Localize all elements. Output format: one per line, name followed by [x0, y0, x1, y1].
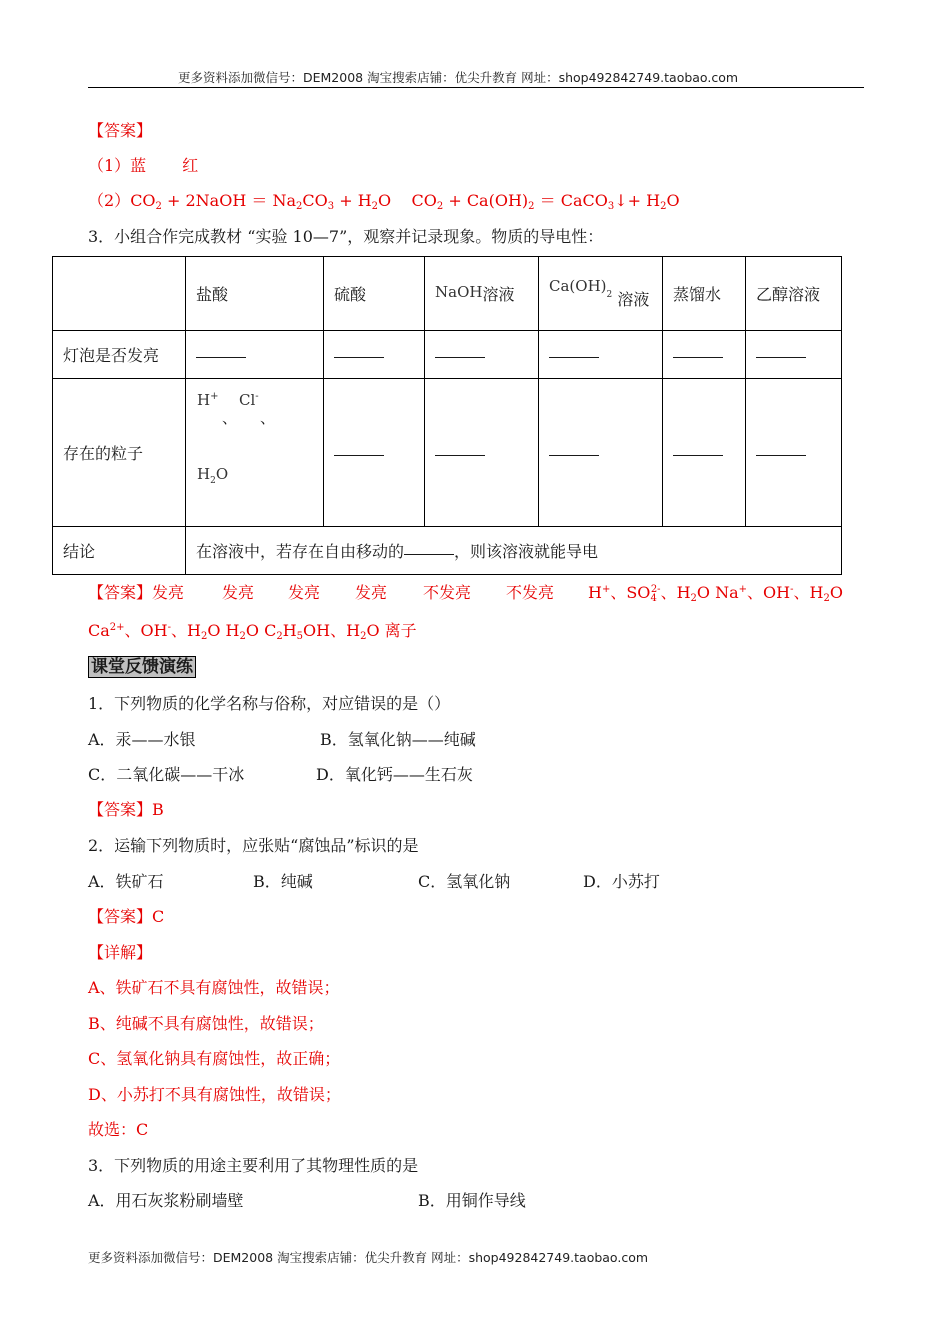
footer-text: 更多资料添加微信号：DEM2008 淘宝搜索店铺：优尖升教育 网址：shop492842749.taobao.com — [88, 1250, 649, 1265]
blank-cell — [324, 379, 425, 527]
blank-cell — [324, 331, 425, 379]
question-2: 2．运输下列物质时，应张贴“腐蚀品”标识的是 — [88, 836, 419, 855]
blank-cell — [186, 331, 324, 379]
q1-option-b: B．氢氧化钠——纯碱 — [320, 730, 476, 749]
q2-detail-label: 【详解】 — [88, 943, 153, 962]
section-title: 课堂反馈演练 — [88, 652, 196, 677]
blank-cell — [663, 379, 746, 527]
q2-answer: 【答案】C — [88, 907, 165, 926]
conclusion-cell: 在溶液中，若存在自由移动的 ，则该溶液就能导电 — [186, 527, 842, 575]
header-h2so4: 硫酸 — [324, 257, 425, 331]
header-naoh: NaOH溶液 — [425, 257, 539, 331]
answer-3-line-2: $Ca^{2+}$、OH-、$H_2O$ $H_2O$ $C_2H_5OH$、$H_2O$ 离子 — [88, 621, 417, 642]
blank-cell — [539, 379, 663, 527]
q3-option-a: A．用石灰浆粉刷墙壁 — [88, 1191, 244, 1210]
q2-detail-b: B、纯碱不具有腐蚀性，故错误； — [88, 1014, 324, 1033]
header-hcl: 盐酸 — [186, 257, 324, 331]
header-rule — [88, 87, 864, 88]
answer-red: 红 — [182, 156, 199, 175]
answer-line-1 — [88, 153, 198, 176]
question-3b: 3．下列物质的用途主要利用了其物理性质的是 — [88, 1156, 419, 1175]
answer-line-2: $(2)CO_2$ + 2NaOH ＝ $Na_2CO_3 + H_2O$ $CO_2 + Ca(OH)_2$ ＝ CaCO$_3$↓+ $H_2O$ — [88, 191, 680, 212]
blank-cell — [746, 331, 842, 379]
answer-label: 【答案】 — [88, 121, 153, 140]
question-1: 1．下列物质的化学名称与俗称，对应错误的是（） — [88, 694, 451, 713]
table-header-row — [53, 257, 842, 331]
q1-option-c: C．二氧化碳——干冰 — [88, 765, 245, 784]
table-row — [53, 527, 842, 575]
header-text: 更多资料添加微信号：DEM2008 淘宝搜索店铺：优尖升教育 网址：shop492842749.taobao.com — [178, 70, 739, 85]
q2-detail-c: C、氢氧化钠具有腐蚀性，故正确； — [88, 1049, 341, 1068]
q1-option-d: D．氧化钙——生石灰 — [316, 765, 473, 784]
header-water: 蒸馏水 — [663, 257, 746, 331]
q3-option-b: B．用铜作导线 — [418, 1191, 526, 1210]
q2-option-b: B．纯碱 — [253, 872, 313, 891]
blank-cell — [539, 331, 663, 379]
blank-cell — [425, 331, 539, 379]
q2-choose: 故选：C — [88, 1120, 149, 1139]
q2-option-a: A．铁矿石 — [88, 872, 164, 891]
answer-3-line-1: 【答案】发亮 发亮 发亮 发亮 不发亮 不发亮 H+、$SO_4^{2-}$、$H_2O$ Na+、OH-、$H_2O$ — [88, 583, 843, 604]
particles-hcl: H+ Cl- 、 、 $H_2O$ — [186, 379, 324, 527]
q2-option-c: C．氢氧化钠 — [418, 872, 511, 891]
q2-detail-a: A、铁矿石不具有腐蚀性，故错误； — [88, 978, 340, 997]
q2-detail-d: D、小苏打不具有腐蚀性，故错误； — [88, 1085, 341, 1104]
table-corner-cell — [53, 257, 186, 331]
conductivity-table — [52, 256, 842, 575]
row-label-conclusion: 结论 — [53, 527, 186, 575]
q1-option-a: A．汞——水银 — [88, 730, 196, 749]
table-row — [53, 331, 842, 379]
table-row — [53, 379, 842, 527]
header-ethanol: 乙醇溶液 — [746, 257, 842, 331]
answer-blue: （1）蓝 — [88, 156, 147, 175]
blank-cell — [746, 379, 842, 527]
q1-answer: 【答案】B — [88, 800, 164, 819]
blank-cell — [663, 331, 746, 379]
q2-option-d: D．小苏打 — [583, 872, 660, 891]
header-caoh2: Ca(OH)$^2$ 溶液 — [539, 257, 663, 331]
blank-cell — [425, 379, 539, 527]
row-label-particles: 存在的粒子 — [53, 379, 186, 527]
question-3: 3．小组合作完成教材 “实验 10—7”，观察并记录现象。物质的导电性： — [88, 227, 604, 246]
row-label-bulb: 灯泡是否发亮 — [53, 331, 186, 379]
